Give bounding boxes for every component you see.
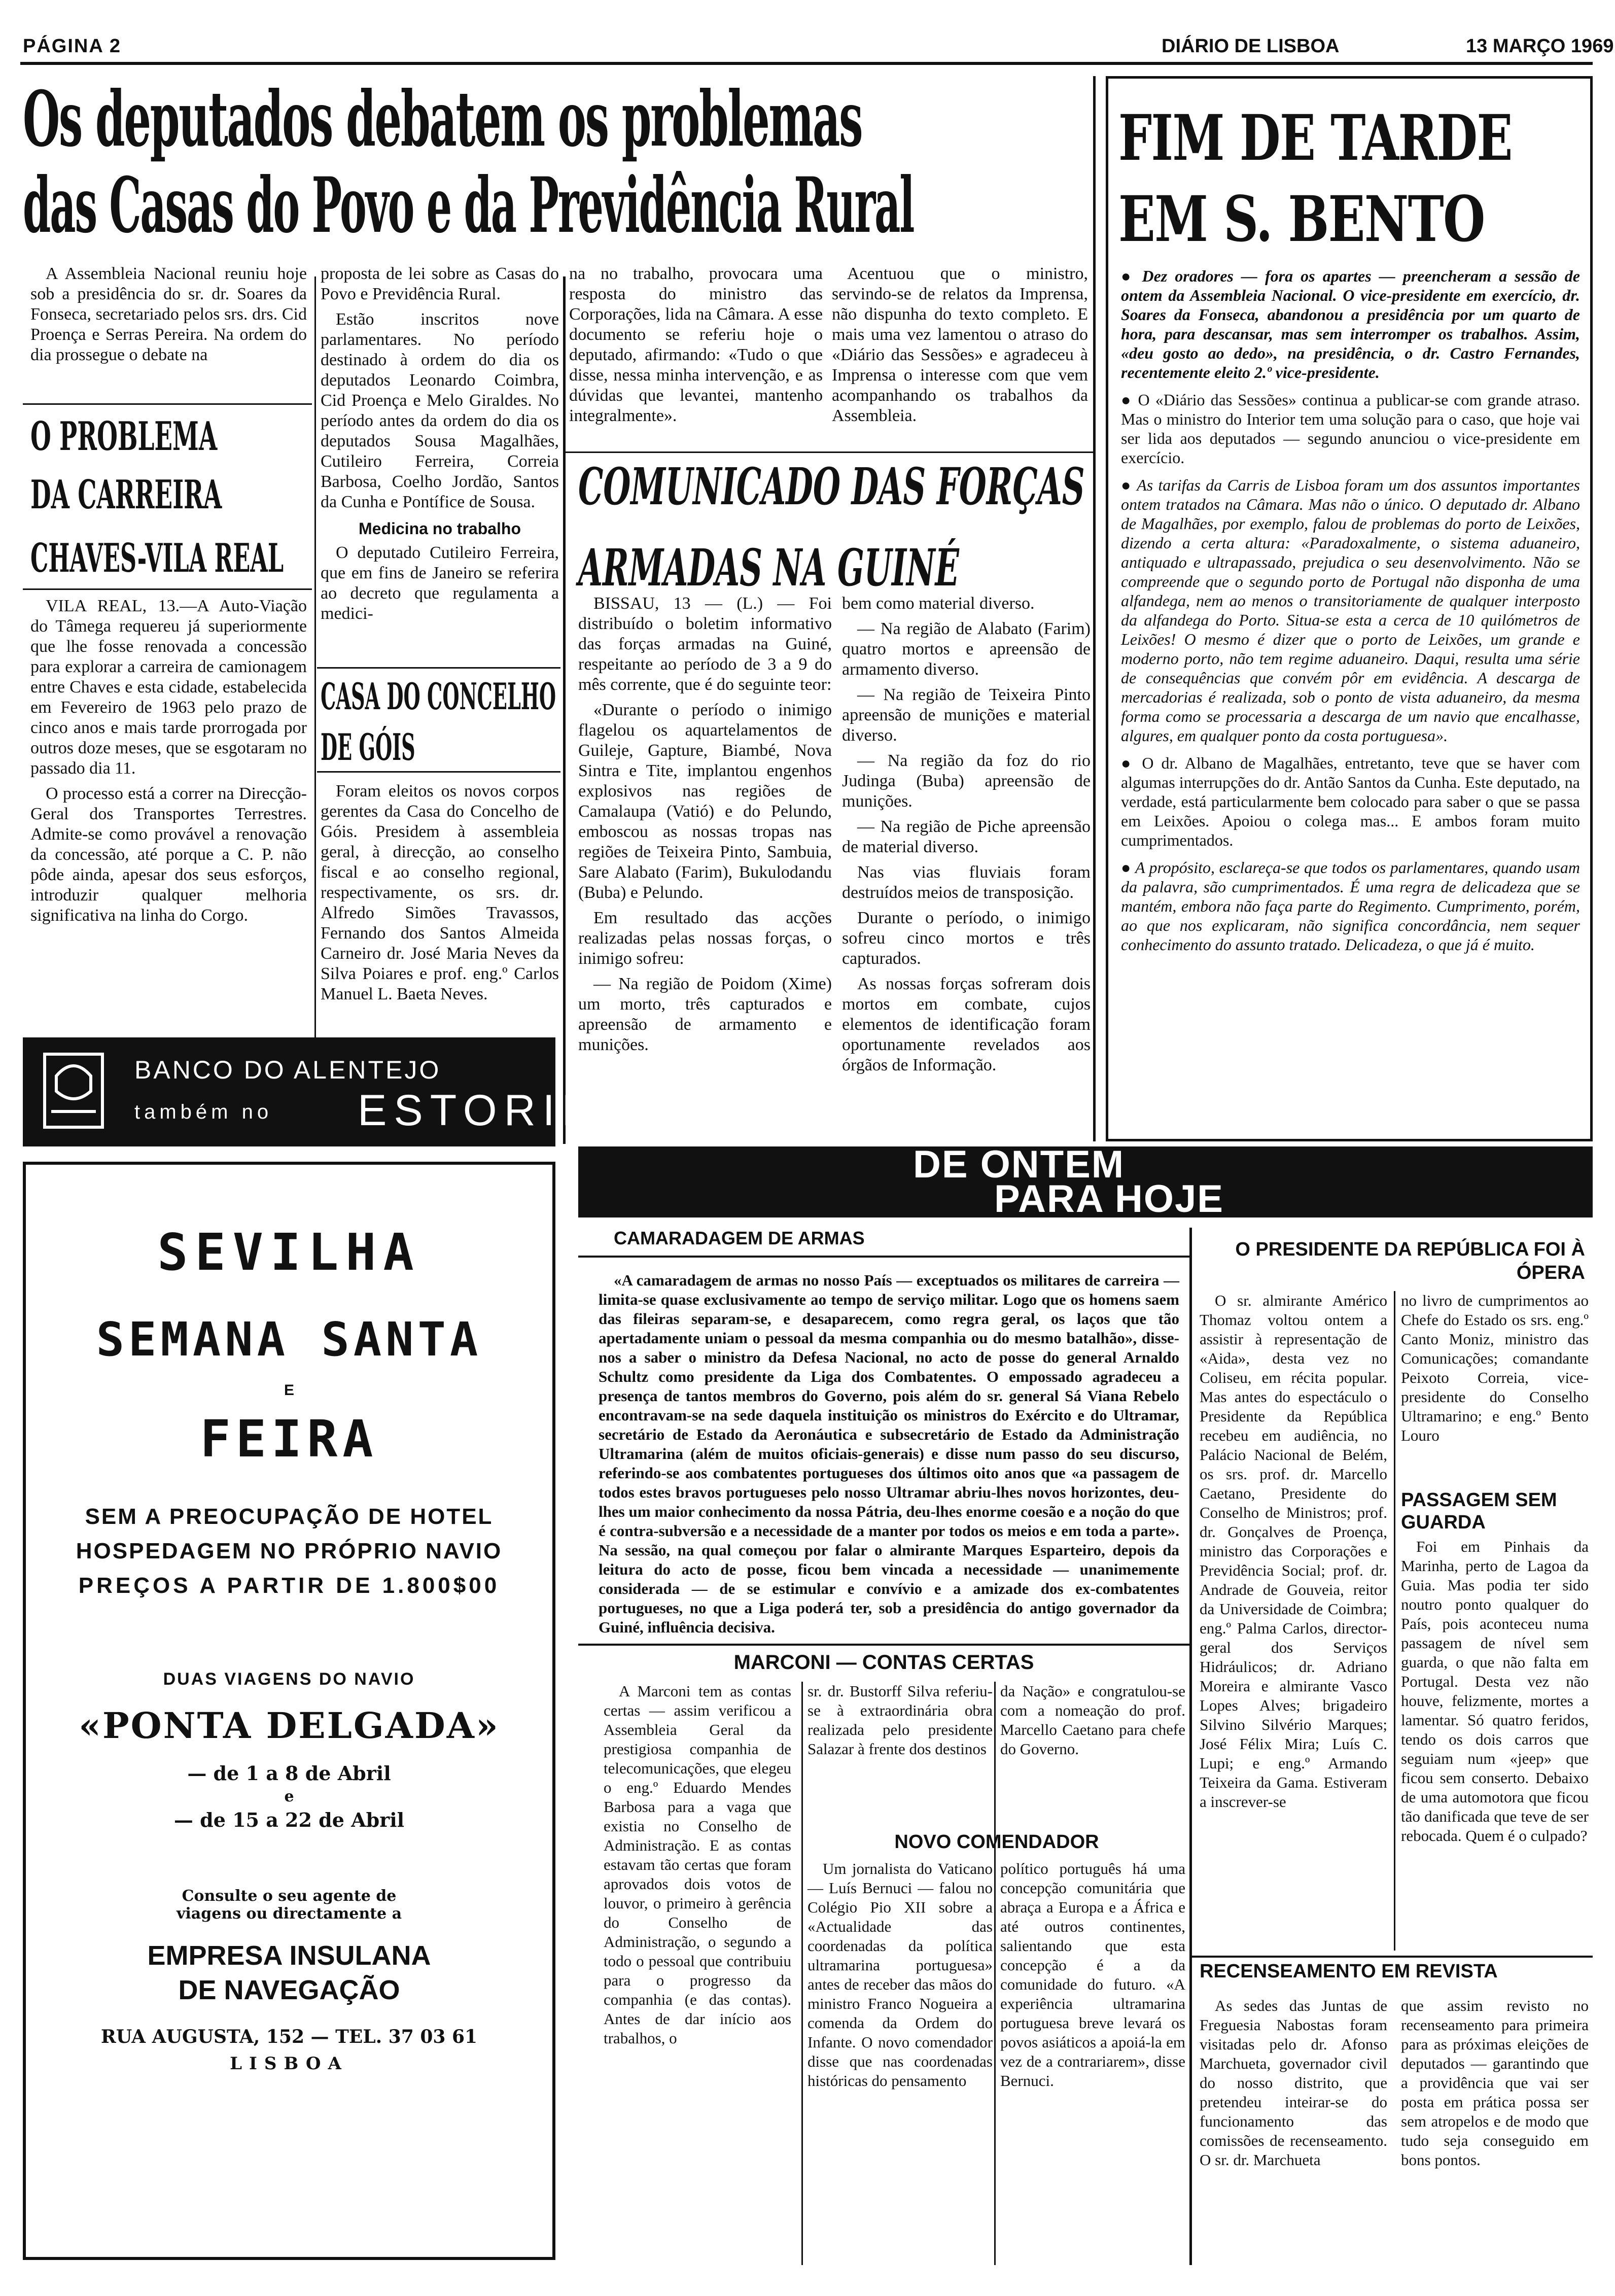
- masthead-rule: [20, 62, 1593, 65]
- guine-col-b: bem como material diverso. — Na região de Alabato (Farim) quatro mortos e apreensão de armamento diverso. — Na região de Teixeira Pinto apreensão de munições e material diverso. — Na região da foz do rio Judinga (Buba) apreensão de munições. — Na região de Piche apreensão de material diverso. Nas vias fluviais foram destruídos meios de transposição. Durante o período, o inimigo sofreu cinco mortos e três capturados. As nossas forças sofreram dois mortos em combate, cujos elementos de identificação foram oportunamente revelados aos órgãos de Informação.: [842, 594, 1091, 1074]
- bank-place: ESTORIL: [358, 1086, 593, 1135]
- bank-ad: [23, 1037, 593, 1146]
- sao-bento-item: ● As tarifas da Carris de Lisboa foram um dos assuntos importantes ontem tratados na Câmara. Mas não o único. O deputado dr. Albano de Magalhães, por exemplo, falou de problemas do porto de Leixões, dizendo a certa altura: «Paradoxalmente, o sistema aduaneiro, antiquado e ultrapassado, prejudica o seu desenvolvimento. Não se compreende que o segundo porto de Portugal não disponha de uma alfandega, nem ao menos o transitoriamente de qualquer interposto da alfandega do Porto. Situa-se esta a cerca de 10 quilómetros de Leixões! O mesmo é dizer que o porto de Leixões, um grande e moderno porto, não tem regime aduaneiro. Daqui, resulta uma série de consequências que convém pôr em evidência. A descarga de mercadorias é realizada, sob o ponto de vista aduaneiro, da mesma forma como se processaria a descarga de um navio que encalhasse, algures, em qualquer ponto da costa portuguesa».: [1121, 475, 1580, 745]
- sevilha-title: SEVILHA: [157, 1223, 421, 1282]
- gois-title-2: DE GÓIS: [321, 725, 415, 769]
- main-story-col3: na no trabalho, provocara uma resposta do ministro das Corporações, lida na Câmara. A esse documento se referiu hoje o deputado, afirmando: «Tudo o que disse, nessa minha intervenção, e as dúvidas que levantei, mantenho integralmente».: [569, 264, 823, 425]
- bank-tagline: também no: [134, 1101, 273, 1123]
- marconi-col-c: da Nação» e congratulou-se com a nomeação do prof. Marcello Caetano para chefe do Governo.: [1000, 1682, 1185, 1758]
- column-rule: [1394, 1291, 1395, 1951]
- bank-name: BANCO DO ALENTEJO: [134, 1056, 441, 1084]
- bank-logo-icon: [43, 1053, 104, 1129]
- carreira-title-2: DA CARREIRA: [30, 472, 222, 518]
- column-rule: [563, 276, 566, 1144]
- sevilha-line3: FEIRA: [200, 1409, 378, 1469]
- section-rule: [578, 1644, 1189, 1646]
- sevilha-and: E: [284, 1382, 294, 1399]
- column-rule: [801, 1682, 803, 2265]
- sevilha-sub3: PREÇOS A PARTIR DE 1.800$00: [78, 1573, 500, 1598]
- presidente-col-b: no livro de cumprimentos ao Chefe do Estado os srs. eng.º Canto Moniz, ministro das Comunicações; comandante Peixoto Correia, vice-presidente do Conselho Ultramarino; e eng.º Bento Louro: [1401, 1292, 1589, 1444]
- sevilha-date1: — de 1 a 8 de Abril: [187, 1762, 391, 1785]
- column-rule: [1093, 76, 1096, 1141]
- sevilha-and2: e: [284, 1788, 294, 1805]
- section-rule: [566, 451, 1093, 453]
- de-ontem-banner-line2: PARA HOJE: [994, 1177, 1224, 1221]
- recenseamento-col-a: As sedes das Juntas de Freguesia Nabostas foram visitadas pelo dr. Afonso Marchueta, governador civil do nosso distrito, que pretendeu inteirar-se do funcionamento das comissões de recenseamento. O sr. dr. Marchueta: [1200, 1997, 1387, 2169]
- section-rule: [317, 771, 560, 773]
- guine-title-2: ARMADAS NA GUINÉ: [578, 538, 959, 598]
- gois-title-1: CASA DO CONCELHO: [321, 675, 556, 718]
- sao-bento-item: ● Dez oradores — fora os apartes — preencheram a sessão de ontem da Assembleia Nacional. O vice-presidente em exercício, dr. Soares da Fonseca, abandonou a presidência por um quarto de hora, para descansar, mas sem interromper os trabalhos. Assim, «deu gosto ao dedo», na presidência, o dr. Castro Fernandes, recentemente eleito 2.º vice-presidente.: [1121, 266, 1580, 382]
- recenseamento-col-b: que assim revisto no recenseamento para primeira para as próximas eleições de deputados — garantindo que a providência que vai ser posta em prática possa ser sem atropelos e de modo que tudo seja conseguido em bons pontos.: [1401, 1997, 1589, 2169]
- comendador-col-c: político português há uma concepção comunitária que abraça a Europa e a África e até outros continentes, salientando que esta concepção é a da comunidade do futuro. «A experiência ultramarina portuguesa breve levará os povos asiáticos a apoiá-la em vez de a contrariarem», disse Bernuci.: [1000, 1860, 1185, 2090]
- carreira-title-1: O PROBLEMA: [30, 413, 218, 460]
- passagem-text: Foi em Pinhais da Marinha, perto de Lagoa da Guia. Mas podia ter sido noutro ponto qualquer do País, pois aconteceu numa passagem de nível sem guarda, o que não falta em Portugal. Desta vez não houve, felizmente, mortes a lamentar. Só quatro feridos, tendo os dois carros que seguiam num «jeep» que ficou sem conserto. Debaixo de uma automotora que ficou tão danificada que teve de ser rebocada. Quem é o culpado?: [1401, 1538, 1589, 1845]
- carreira-text: VILA REAL, 13.—A Auto-Viação do Tâmega requereu já superiormente que lhe fosse renovada a concessão para explorar a carreira de camionagem entre Chaves e esta cidade, estabelecida em Fevereiro de 1963 pelo prazo de cinco anos e mais tarde prorrogada por outros doze meses, que se esgotaram no passado dia 11. O processo está a correr na Direcção-Geral dos Transportes Terrestres. Admite-se como provável a renovação da concessão, até porque a C. P. não pôde ainda, apesar dos seus esforços, introduzir qualquer melhoria significativa na linha do Corgo.: [30, 597, 307, 925]
- sevilha-line2: SEMANA SANTA: [96, 1312, 482, 1367]
- main-story-col4: Acentuou que o ministro, servindo-se de relatos da Imprensa, não dispunha do texto completo. E mais uma vez lamentou o atraso do «Diário das Sessões» e agradeceu à Imprensa o interesse com que vem acompanhando os trabalhos da Assembleia.: [832, 264, 1088, 425]
- sevilha-ship-name: «PONTA DELGADA»: [79, 1704, 500, 1747]
- column-rule: [314, 276, 316, 1037]
- marconi-title: MARCONI — CONTAS CERTAS: [733, 1651, 1034, 1674]
- page-number: PÁGINA 2: [23, 36, 122, 57]
- main-headline-line1: Os deputados debatem os problemas: [23, 75, 862, 164]
- sao-bento-item: ● A propósito, esclareça-se que todos os parlamentares, quando usam da palavra, são cumprimentados. É uma regra de delicadeza que se mantém, embora não faça parte do Regimento. Cumprimento, porém, ao que nos explicaram, não significa concordância, nem sequer conhecimento do assunto tratado. Delicadeza, o que já é muito.: [1121, 858, 1580, 954]
- sao-bento-text: [1121, 266, 1580, 959]
- presidente-col-a: O sr. almirante Américo Thomaz voltou ontem a assistir à representação de «Aida», desta vez no Coliseu, em récita popular. Mas antes do espectáculo o Presidente da República recebeu em audiência, no Palácio Nacional de Belém, os srs. prof. dr. Marcello Caetano, Presidente do Conselho de Ministros; prof. dr. Gonçalves de Proença, ministro das Corporações e Previdência Social; prof. dr. Andrade de Gouveia, reitor da Universidade de Coimbra; eng.º Palma Carlos, director-geral dos Serviços Hidráulicos; dr. Adriano Moreira e almirante Vasco Lopes Alves; brigadeiro Silvino Silvério Marques; José Félix Mira; Luís C. Lupi; e eng.º Armando Teixeira da Gama. Estiveram a inscrever-se: [1200, 1292, 1387, 1811]
- column-rule: [994, 1682, 996, 2265]
- comendador-col-b: Um jornalista do Vaticano — Luís Bernuci — falou no Colégio Pio XII sobre a «Actualidade das coordenadas da política ultramarina portuguesa» antes de receber das mãos do ministro Franco Nogueira a comenda da Ordem do Infante. O novo comendador disse que nas coordenadas históricas do pensamento: [808, 1860, 993, 2090]
- section-rule: [23, 403, 312, 405]
- sevilha-trips-label: DUAS VIAGENS DO NAVIO: [163, 1669, 415, 1689]
- sevilha-address: RUA AUGUSTA, 152 — TEL. 37 03 61: [100, 2026, 478, 2047]
- section-rule: [317, 667, 560, 669]
- passagem-title: PASSAGEM SEM GUARDA: [1401, 1489, 1557, 1533]
- sevilha-consult: Consulte o seu agente de viagens ou directamente a: [176, 1887, 402, 1923]
- sevilha-ad-content: [25, 1167, 553, 2074]
- sao-bento-title-1: FIM DE TARDE: [1118, 101, 1512, 175]
- camaradagem-text: «A camaradagem de armas no nosso País — exceptuados os militares de carreira — limita-se quase exclusivamente ao tempo de serviço militar. Logo que os homens saem das fileiras separam-se, e desaparecem, como regra geral, os laços que tão apertadamente uniam o pessoal da mesma companhia ou do mesmo batalhão», disse-nos a saber o ministro da Defesa Nacional, no acto de posse do general Arnaldo Schultz como presidente da Liga dos Combatentes. O empossado agradeceu a presença de tantos membros do Governo, pois além do sr. general Sá Viana Rebelo encontravam-se na sede daquela instituição os ministros do Exército e do Ultramar, secretário de Estado da Aeronáutica e subsecretário de Estado da Administração Ultramarina (além de muitos oficiais-generais) e disse num passo do seu discurso, referindo-se aos combatentes portugueses dos últimos oito anos que «a passagem de todos estes bravos portugueses pelo nosso Ultramar abriu-lhes novos horizontes, deu-lhes um maior conhecimento da nossa Pátria, deu-lhes enorme coesão e a noção do que é contra-subversão e a necessidade de a manter por todos os meios e em toda a parte». Na sessão, na qual começou por falar o almirante Marques Esparteiro, depois da leitura do acto de posse, ficou bem vincada a necessidade — unanimemente considerada — de se estimular e convívio e a amizade dos ex-combatentes portugueses, no que a Liga poderá ter, sob a presidência do antigo governador da Guiné, influência decisiva.: [599, 1271, 1179, 1636]
- sevilha-sub2: HOSPEDAGEM NO PRÓPRIO NAVIO: [76, 1539, 503, 1563]
- marconi-col-a: A Marconi tem as contas certas — assim verificou a Assembleia Geral da prestigiosa companhia de telecomunicações, que elegeu o eng.º Eduardo Mendes Barbosa para a vaga que existia no Conselho de Administração. E as contas estavam tão certas que foram aprovados dois votos de louvor, o primeiro à gerência do Conselho de Administração, o segundo a todo o pessoal que contribuiu para o progresso da companhia (e das contas). Antes de dar início aos trabalhos, o: [604, 1682, 791, 2047]
- sevilha-company2: DE NAVEGAÇÃO: [178, 1975, 400, 2005]
- carreira-title-3: CHAVES-VILA REAL: [30, 535, 284, 581]
- recenseamento-title: RECENSEAMENTO EM REVISTA: [1200, 1961, 1498, 1982]
- sevilha-city: LISBOA: [230, 2054, 348, 2074]
- camaradagem-title: CAMARADAGEM DE ARMAS: [614, 1228, 865, 1248]
- sevilha-company1: EMPRESA INSULANA: [147, 1940, 431, 1971]
- issue-date: 13 MARÇO 1969: [1466, 36, 1614, 57]
- guine-col-a: BISSAU, 13 — (L.) — Foi distribuído o boletim informativo das forças armadas na Guiné, respeitante ao período de 3 a 9 do mês corrente, que é do seguinte teor: «Durante o período o inimigo flagelou os aquartelamentos de Guileje, Gapture, Biambé, Nova Sintra e Tite, implantou engenhos explosivos nas regiões de Camalaupa (Vatió) e do Pelundo, emboscou as nossas tropas nas regiões de Teixeira Pinto, Sambuia, Sare Alabato (Farim), Bukulodandu (Buba) e Pelundo. Em resultado das acções realizadas pelas nossas forças, o inimigo sofreu: — Na região de Poidom (Xime) um morto, três capturados e apreensão de armamento e munições.: [578, 594, 832, 1054]
- section-rule: [578, 1256, 1189, 1258]
- sao-bento-title-2: EM S. BENTO: [1118, 183, 1485, 256]
- presidente-title: O PRESIDENTE DA REPÚBLICA FOI À ÓPERA: [1235, 1239, 1585, 1283]
- gois-text: Foram eleitos os novos corpos gerentes da Casa do Concelho de Góis. Presidem à assembleia geral, à direcção, ao conselho fiscal e ao conselho regional, respectivamente, os srs. dr. Alfredo Simões Travassos, Fernando dos Santos Almeida Carneiro dr. José Maria Neves da Silva Poiares e prof. eng.º Carlos Manuel L. Baeta Neves.: [321, 782, 559, 1003]
- comendador-title: NOVO COMENDADOR: [894, 1831, 1099, 1853]
- sao-bento-item: ● O «Diário das Sessões» continua a publicar-se com grande atraso. Mas o ministro do Interior tem uma solução para o caso, que hoje vai ser lida aos deputados — segundo anunciou o vice-presidente em exercício.: [1121, 390, 1580, 467]
- sao-bento-item: ● O dr. Albano de Magalhães, entretanto, teve que se haver com algumas interrupções do dr. Antão Santos da Cunha. Este deputado, na verdade, está particularmente bem colocado para saber o que se passa em Leixões. Apoiou o colega mas... E ambos foram muito cumprimentados.: [1121, 753, 1580, 850]
- section-subhead: Medicina no trabalho: [358, 519, 521, 538]
- sevilha-sub1: SEM A PREOCUPAÇÃO DE HOTEL: [85, 1504, 494, 1529]
- de-ontem-banner-line1: DE ONTEM: [913, 1143, 1125, 1186]
- sevilha-date2: — de 15 a 22 de Abril: [173, 1808, 405, 1831]
- main-story-col2: proposta de lei sobre as Casas do Povo e Previdência Rural. Estão inscritos nove parlamentares. No período destinado à ordem do dia os deputados Leonardo Coimbra, Cid Proença e Melo Giraldes. No período antes da ordem do dia os deputados Sousa Magalhães, Cutileiro Ferreira, Correia Barbosa, Coelho Jordão, Santos da Cunha e Pontífice de Sousa. Medicina no trabalho O deputado Cutileiro Ferreira, que em fins de Janeiro se referira ao decreto que regulamenta a medici-: [321, 264, 559, 623]
- section-rule: [1192, 1956, 1593, 1958]
- newspaper-name: DIÁRIO DE LISBOA: [1162, 36, 1340, 57]
- de-ontem-banner: [578, 1143, 1593, 1221]
- main-headline-line2: das Casas do Povo e da Previdência Rural: [23, 161, 914, 250]
- section-rule: [23, 588, 312, 590]
- column-rule: [1189, 1228, 1192, 2265]
- main-story-col1: A Assembleia Nacional reuniu hoje sob a presidência do sr. dr. Soares da Fonseca, secretariado pelos srs. drs. Cid Proença e Serras Pereira. Na ordem do dia prossegue o debate na: [30, 264, 307, 364]
- guine-title-1: COMUNICADO DAS FORÇAS: [578, 457, 1085, 516]
- marconi-col-b: sr. dr. Bustorff Silva referiu-se à extraordinária obra realizada pelo presidente Salazar à frente dos destinos: [808, 1682, 993, 1758]
